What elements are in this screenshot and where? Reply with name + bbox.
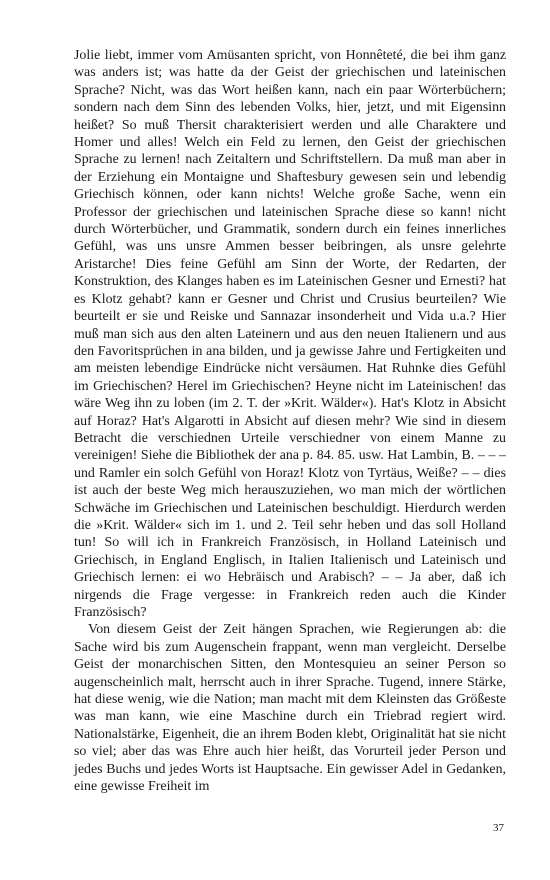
paragraph-2: Von diesem Geist der Zeit hängen Sprachen, wie Regierungen ab: die Sache wird bis zum Augenschein frappant, wenn man vergleicht. Derselbe Geist der monarchischen Sitten, den Montesquieu an seiner Person so augenscheinlich malt, herrscht auch in ihrer Sprache. Tugend, innere Stärke, hat diese wenig, wie die Nation; man macht mit dem Kleinsten das Größeste was man kann, wie eine Maschine durch ein Triebrad regiert wird. Nationalstärke, Eigenheit, die an ihrem Boden klebt, Originalität hat sie nicht so viel; aber das was Ehre auch hier heißt, das Vorurteil jeder Person und jedes Buchs und jedes Worts ist Hauptsache. Ein gewisser Adel in Gedanken, eine gewisse Freiheit im (74, 622, 506, 795)
page-body (74, 47, 506, 795)
paragraph-1: Jolie liebt, immer vom Amüsanten spricht, von Honnêteté, die bei ihm ganz was anders ist; was hatte da der Geist der griechischen und lateinischen Sprache? Nicht, was das Wort heißen kann, nach ein paar Wörterbüchern; sondern nach dem Sinn des lebenden Volks, hier, jetzt, und mit Eigensinn heißet? So muß Thersit charakterisiert werden und alle Charaktere und Homer und alles! Welch ein Feld zu lernen, den Geist der griechischen Sprache zu lernen! nach Zeitaltern und Schriftstellern. Da muß man aber in der Erziehung ein Montaigne und Shaftesbury gewesen sein und lebendig Griechisch können, oder kann nichts! Welche große Sache, wenn ein Professor der griechischen und lateinischen Sprache diese so kann! nicht durch Wörterbücher, und Grammatik, sondern durch ein feines innerliches Gefühl, was uns unsre Ammen besser beibringen, als unsre gelehrte Aristarche! Dies feine Gefühl am Sinn der Worte, der Redarten, der Konstruktion, des Klanges haben es im Lateinischen Gesner und Ernesti? hat es Klotz gehabt? kann er Gesner und Christ und Crusius beurteilen? Wie beurteilt er sie und Reiske und Sannazar insonderheit und Vida u.a.? Hier muß man sich aus den alten Lateinern und aus den neuen Italienern und aus den Favoritsprüchen in ana bilden, und ja gewisse Jahre und Fertigkeiten und am meisten lebendige Eindrücke nicht versäumen. Hat Ruhnke dies Gefühl im Griechischen? Herel im Griechischen? Heyne nicht im Lateinischen! das wäre Weg ihn zu loben (im 2. T. der »Krit. Wälder«). Hat's Klotz in Absicht auf Horaz? Hat's Algarotti in Absicht auf diesen mehr? Wie sind in diesem Betracht die verschiednen Urteile verschiedner von einem Manne zu vereinigen! Siehe die Bibliothek der ana p. 84. 85. usw. Hat Lambin, B. – – – und Ramler ein solch Gefühl von Horaz! Klotz von Tyrtäus, Weiße? – – dies ist auch der beste Weg mich herauszuziehen, wo man mich der wörtlichen Schwäche im Griechischen und Lateinischen beschuldigt. Hierdurch werden die »Krit. Wälder« sich im 1. und 2. Teil sehr heben und das soll Holland tun! So will ich in Frankreich Französisch, in Holland Lateinisch und Griechisch, in England Englisch, in Italien Italienisch und Lateinisch und Griechisch lernen: ei wo Hebräisch und Arabisch? – – Ja aber, daß ich nirgends die Frage vergesse: in Frankreich reden auch die Kinder Französisch? (74, 48, 506, 620)
page-number: 37 (493, 822, 504, 834)
